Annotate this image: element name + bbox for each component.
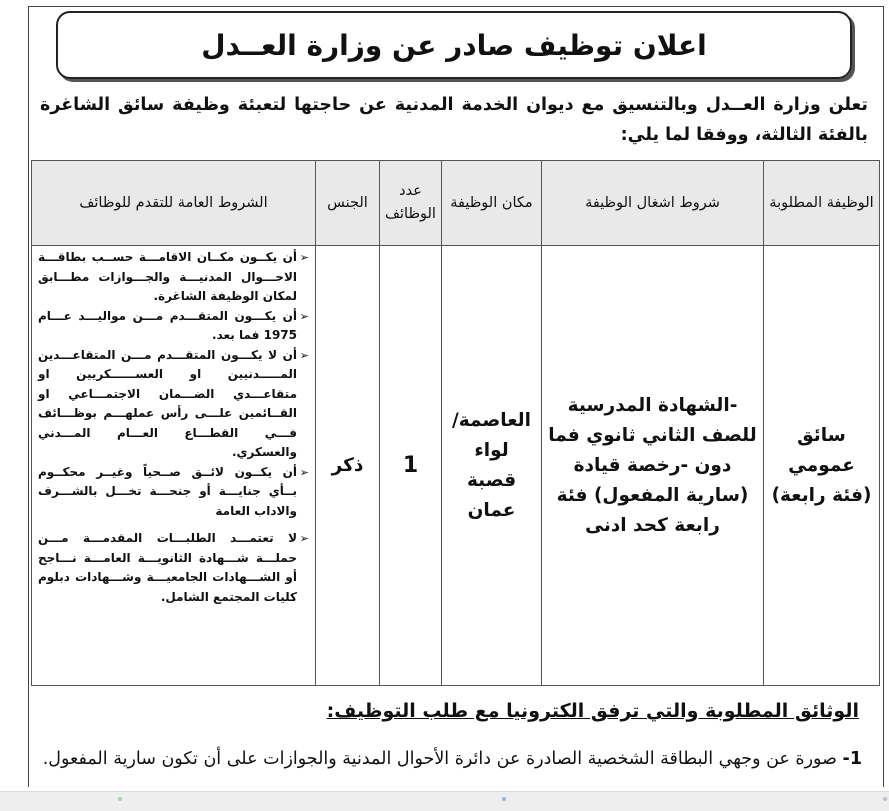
cell-general-conditions <box>32 246 316 686</box>
cell-gender: ذكر <box>316 246 380 686</box>
intro-paragraph: تعلن وزارة العــدل وبالتنسيق مع ديوان الخدمة المدنية عن حاجتها لتعبئة وظيفة سائق الشاغرة بالفئة الثالثة، ووفقا لما يلي: <box>40 95 868 145</box>
table-row <box>32 246 880 686</box>
status-dot-icon <box>502 797 506 801</box>
conditions-list <box>38 248 309 607</box>
header-requirements: شروط اشغال الوظيفة <box>542 161 764 246</box>
header-location: مكان الوظيفة <box>442 161 542 246</box>
cell-requirements: -الشهادة المدرسية للصف الثاني ثانوي فما دون -رخصة قيادة (سارية المفعول) فئة رابعة كحد ادنى <box>542 246 764 686</box>
cell-count: 1 <box>380 246 442 686</box>
cell-job: سائق عمومي (فئة رابعة) <box>764 246 880 686</box>
jobs-table <box>31 160 880 686</box>
announcement-title: اعلان توظيف صادر عن وزارة العــدل <box>201 28 707 62</box>
cell-location: العاصمة/ لواء قصبة عمان <box>442 246 542 686</box>
list-item: ➢ أن لا يكـــون المتقـــدم مـــن المتقاعـــدين المـــــدنيين او العســــــكريين او متقاعـــدي الضـــمان الاجتمـــاعي او القــائمين علـــى رأس عملهـــم بوظـــائف فـــي القطـــاع العـــام المـــدني والعسكري. <box>38 347 309 459</box>
document-item-text: صورة عن وجهي البطاقة الشخصية الصادرة عن دائرة الأحوال المدنية والجوازات على أن تكون سارية المفعول. <box>42 749 837 769</box>
list-item: ➢ لا تعتمـــد الطلبـــات المقدمـــة مـــن حملـــة شـــهادة الثانويـــة العامـــة نـــاجح أو الشـــهادات الجامعيـــة وشـــهادات دبلوم كليات المجتمع الشامل. <box>38 531 309 604</box>
list-item: ➢ أن يكــون مكــان الاقامـــة حســب بطاقـــة الاحـــوال المدنيـــة والجـــوازات مطـــابق لمكان الوظيفة الشاغرة. <box>38 250 309 303</box>
arrow-bullet-icon: ➢ <box>299 465 309 479</box>
status-dot-icon <box>883 797 887 801</box>
bottom-bar <box>0 791 889 811</box>
header-general-conditions: الشروط العامة للتقدم للوظائف <box>32 161 316 246</box>
arrow-bullet-icon: ➢ <box>299 309 309 323</box>
table-header-row <box>32 161 880 246</box>
list-item: ➢ أن يكــون لائــق صــحياً وغيــر محكــوم بــأي جنايـــة أو جنحـــة تخـــل بالشـــرف والاداب العامة <box>38 464 309 518</box>
arrow-bullet-icon: ➢ <box>299 348 309 362</box>
header-count: عدد الوظائف <box>380 161 442 246</box>
document-item <box>40 744 862 790</box>
announcement-title-box <box>56 11 852 79</box>
header-gender: الجنس <box>316 161 380 246</box>
list-item: ➢ أن يكـــون المتقـــدم مـــن مواليـــد عـــام 1975 فما بعد. <box>38 308 309 342</box>
documents-heading: الوثائق المطلوبة والتي ترفق الكترونيا مع طلب التوظيف: <box>326 700 859 722</box>
document-item-number: 1- <box>842 749 862 769</box>
arrow-bullet-icon: ➢ <box>299 532 309 545</box>
status-dot-icon <box>118 797 122 801</box>
arrow-bullet-icon: ➢ <box>299 251 309 264</box>
header-job: الوظيفة المطلوبة <box>764 161 880 246</box>
